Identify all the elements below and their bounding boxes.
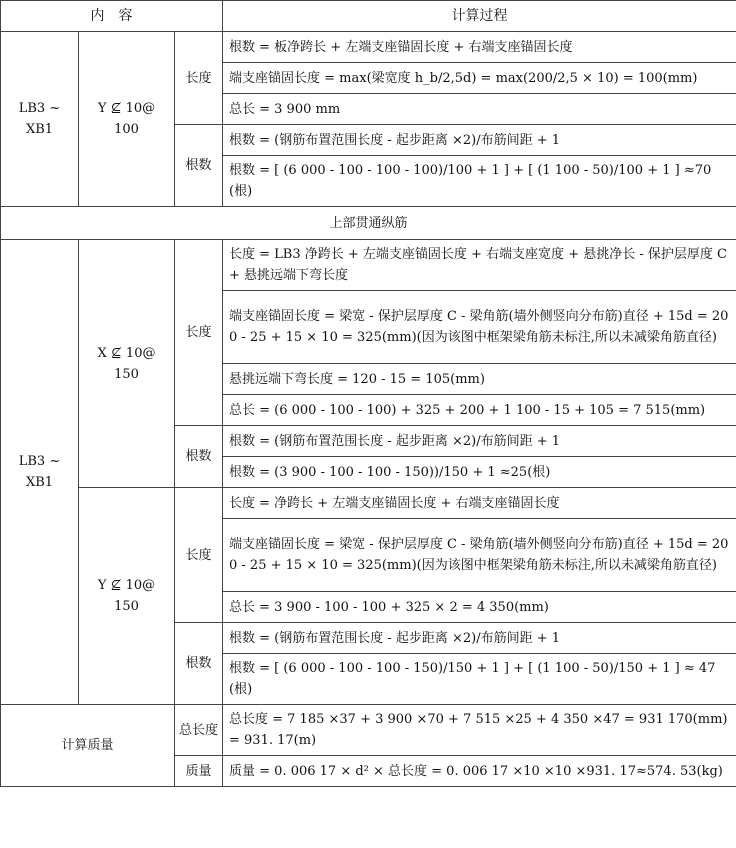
- formula-cell: 根数 = (3 900 - 100 - 100 - 150))/150 + 1 ≈25(根): [223, 457, 736, 488]
- formula-cell: 根数 = [ (6 000 - 100 - 100 - 100)/100 + 1 ] + [ (1 100 - 50)/100 + 1 ] ≈70 (根): [223, 156, 736, 207]
- section-title: 上部贯通纵筋: [1, 207, 736, 240]
- table-row: [1, 705, 736, 756]
- formula-cell: 端支座锚固长度 = max(梁宽度 h_b/2,5d) = max(200/2,5 × 10) = 100(mm): [223, 63, 736, 94]
- header-process: 计算过程: [223, 1, 736, 32]
- total-length-label: 总长度: [175, 705, 223, 756]
- bar-spec: Y ⊈ 10@ 100: [79, 32, 175, 207]
- table-row: [1, 240, 736, 291]
- bar-spec: X ⊈ 10@ 150: [79, 240, 175, 488]
- count-label: 根数: [175, 623, 223, 705]
- section-title-row: [1, 207, 736, 240]
- formula-cell: 根数 = (钢筋布置范围长度 - 起步距离 ×2)/布筋间距 + 1: [223, 426, 736, 457]
- formula-cell: 端支座锚固长度 = 梁宽 - 保护层厚度 C - 梁角筋(墙外侧竖向分布筋)直径 + 15d = 200 - 25 + 15 × 10 = 325(mm)(因为该图中框架梁角筋未标注,所以未减梁角筋直径): [223, 291, 736, 364]
- formula-cell: 长度 = LB3 净跨长 + 左端支座锚固长度 + 右端支座宽度 + 悬挑净长 - 保护层厚度 C + 悬挑远端下弯长度: [223, 240, 736, 291]
- formula-cell: 端支座锚固长度 = 梁宽 - 保护层厚度 C - 梁角筋(墙外侧竖向分布筋)直径 + 15d = 200 - 25 + 15 × 10 = 325(mm)(因为该图中框架梁角筋未标注,所以未减梁角筋直径): [223, 519, 736, 592]
- formula-cell: 总长 = (6 000 - 100 - 100) + 325 + 200 + 1 100 - 15 + 105 = 7 515(mm): [223, 395, 736, 426]
- table-header-row: [1, 1, 736, 32]
- formula-cell: 长度 = 净跨长 + 左端支座锚固长度 + 右端支座锚固长度: [223, 488, 736, 519]
- member-label: LB3 ~ XB1: [1, 32, 79, 207]
- formula-cell: 总长 = 3 900 - 100 - 100 + 325 × 2 = 4 350(mm): [223, 592, 736, 623]
- table-row: [1, 488, 736, 519]
- mass-label: 质量: [175, 756, 223, 787]
- formula-cell: 悬挑远端下弯长度 = 120 - 15 = 105(mm): [223, 364, 736, 395]
- formula-cell: 根数 = (钢筋布置范围长度 - 起步距离 ×2)/布筋间距 + 1: [223, 125, 736, 156]
- header-content: 内 容: [1, 1, 223, 32]
- length-label: 长度: [175, 488, 223, 623]
- length-label: 长度: [175, 32, 223, 125]
- table-row: [1, 32, 736, 63]
- formula-cell: 根数 = 板净跨长 + 左端支座锚固长度 + 右端支座锚固长度: [223, 32, 736, 63]
- formula-cell: 总长 = 3 900 mm: [223, 94, 736, 125]
- count-label: 根数: [175, 426, 223, 488]
- summary-label: 计算质量: [1, 705, 175, 787]
- formula-cell: 根数 = [ (6 000 - 100 - 100 - 150)/150 + 1 ] + [ (1 100 - 50)/150 + 1 ] ≈ 47(根): [223, 654, 736, 705]
- formula-cell: 根数 = (钢筋布置范围长度 - 起步距离 ×2)/布筋间距 + 1: [223, 623, 736, 654]
- member-label: LB3 ~ XB1: [1, 240, 79, 705]
- formula-cell: 质量 = 0. 006 17 × d² × 总长度 = 0. 006 17 ×10 ×10 ×931. 17≈574. 53(kg): [223, 756, 736, 787]
- bar-spec: Y ⊈ 10@ 150: [79, 488, 175, 705]
- formula-cell: 总长度 = 7 185 ×37 + 3 900 ×70 + 7 515 ×25 + 4 350 ×47 = 931 170(mm) = 931. 17(m): [223, 705, 736, 756]
- count-label: 根数: [175, 125, 223, 207]
- length-label: 长度: [175, 240, 223, 426]
